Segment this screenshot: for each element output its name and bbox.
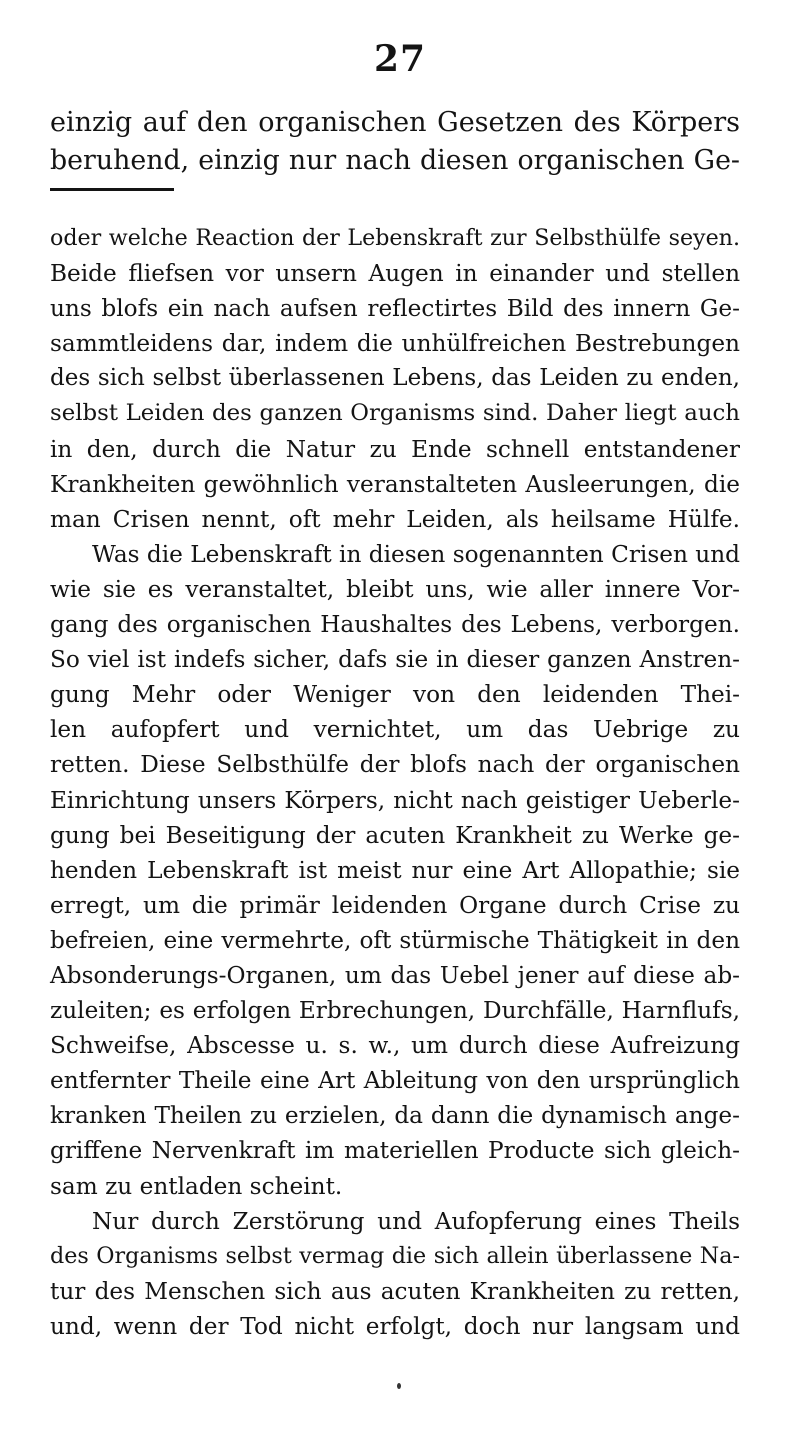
footnote-line: Beide fliefsen vor unsern Augen in einander und stellen — [50, 260, 740, 288]
footnote-line: des sich selbst überlassenen Lebens, das Leiden zu enden, — [50, 365, 740, 392]
footnote-line: befreien, eine vermehrte, oft stürmische Thätigkeit in den — [50, 926, 740, 954]
footnote-line: in den, durch die Natur zu Ende schnell entstandener — [50, 435, 740, 463]
footnote — [50, 221, 740, 1344]
footnote-line: entfernter Theile eine Art Ableitung von den ursprünglich — [50, 1067, 740, 1095]
footnote-line: man Crisen nennt, oft mehr Leiden, als heilsame Hülfe. — [50, 505, 740, 533]
footnote-line: des Organisms selbst vermag die sich allein überlassene Na- — [50, 1242, 740, 1269]
footnote-line: len aufopfert und vernichtet, um das Uebrige zu — [50, 716, 740, 744]
footnote-line: gang des organischen Haushaltes des Lebens, verborgen. — [50, 611, 740, 639]
page-number: 27 — [373, 38, 427, 80]
main-text — [50, 104, 740, 179]
footnote-line: erregt, um die primär leidenden Organe durch Crise zu — [50, 891, 740, 919]
footnote-line: zuleiten; es erfolgen Erbrechungen, Durchfälle, Harnflufs, — [50, 997, 740, 1025]
footnote-line: Schweifse, Abscesse u. s. w., um durch diese Aufreizung — [50, 1032, 740, 1060]
footnote-line: Absonderungs-Organen, um das Uebel jener auf diese ab- — [50, 961, 740, 989]
footnote-line: gung bei Beseitigung der acuten Krankheit zu Werke ge- — [50, 821, 740, 849]
footnote-line: Einrichtung unsers Körpers, nicht nach geistiger Ueberle- — [50, 786, 740, 814]
main-text-line: einzig auf den organischen Gesetzen des Körpers — [50, 107, 740, 138]
footnote-line: griffene Nervenkraft im materiellen Producte sich gleich- — [50, 1137, 740, 1165]
footnote-line: Nur durch Zerstörung und Aufopferung eines Theils — [92, 1207, 740, 1235]
footnote-line: und, wenn der Tod nicht erfolgt, doch nur langsam und — [50, 1312, 740, 1340]
footnote-line: oder welche Reaction der Lebenskraft zur Selbsthülfe seyen. — [50, 225, 740, 251]
footnote-line: gung Mehr oder Weniger von den leidenden Thei- — [50, 681, 740, 709]
footnote-line: wie sie es veranstaltet, bleibt uns, wie aller innere Vor- — [50, 575, 740, 603]
footnote-line: tur des Menschen sich aus acuten Krankheiten zu retten, — [50, 1277, 740, 1305]
footnote-line: selbst Leiden des ganzen Organisms sind. Daher liegt auch — [50, 400, 740, 427]
footnote-line: retten. Diese Selbsthülfe der blofs nach der organischen — [50, 751, 740, 779]
footnote-line: sammtleidens dar, indem die unhülfreichen Bestrebungen — [50, 330, 740, 358]
footnote-line: henden Lebenskraft ist meist nur eine Art Allopathie; sie — [50, 856, 740, 884]
footnote-divider — [50, 188, 174, 191]
main-text-line: beruhend, einzig nur nach diesen organischen Ge- — [50, 144, 740, 176]
footnote-line: sam zu entladen scheint. — [50, 1172, 343, 1200]
footnote-line: So viel ist indefs sicher, dafs sie in dieser ganzen Anstren- — [50, 646, 740, 674]
footnote-line: uns blofs ein nach aufsen reflectirtes Bild des innern Ge- — [50, 295, 740, 323]
print-mark — [397, 1383, 401, 1389]
footnote-line: Was die Lebenskraft in diesen sogenannten Crisen und — [92, 540, 740, 568]
footnote-line: Krankheiten gewöhnlich veranstalteten Ausleerungen, die — [50, 470, 740, 498]
footnote-line: kranken Theilen zu erzielen, da dann die dynamisch ange- — [50, 1102, 740, 1130]
